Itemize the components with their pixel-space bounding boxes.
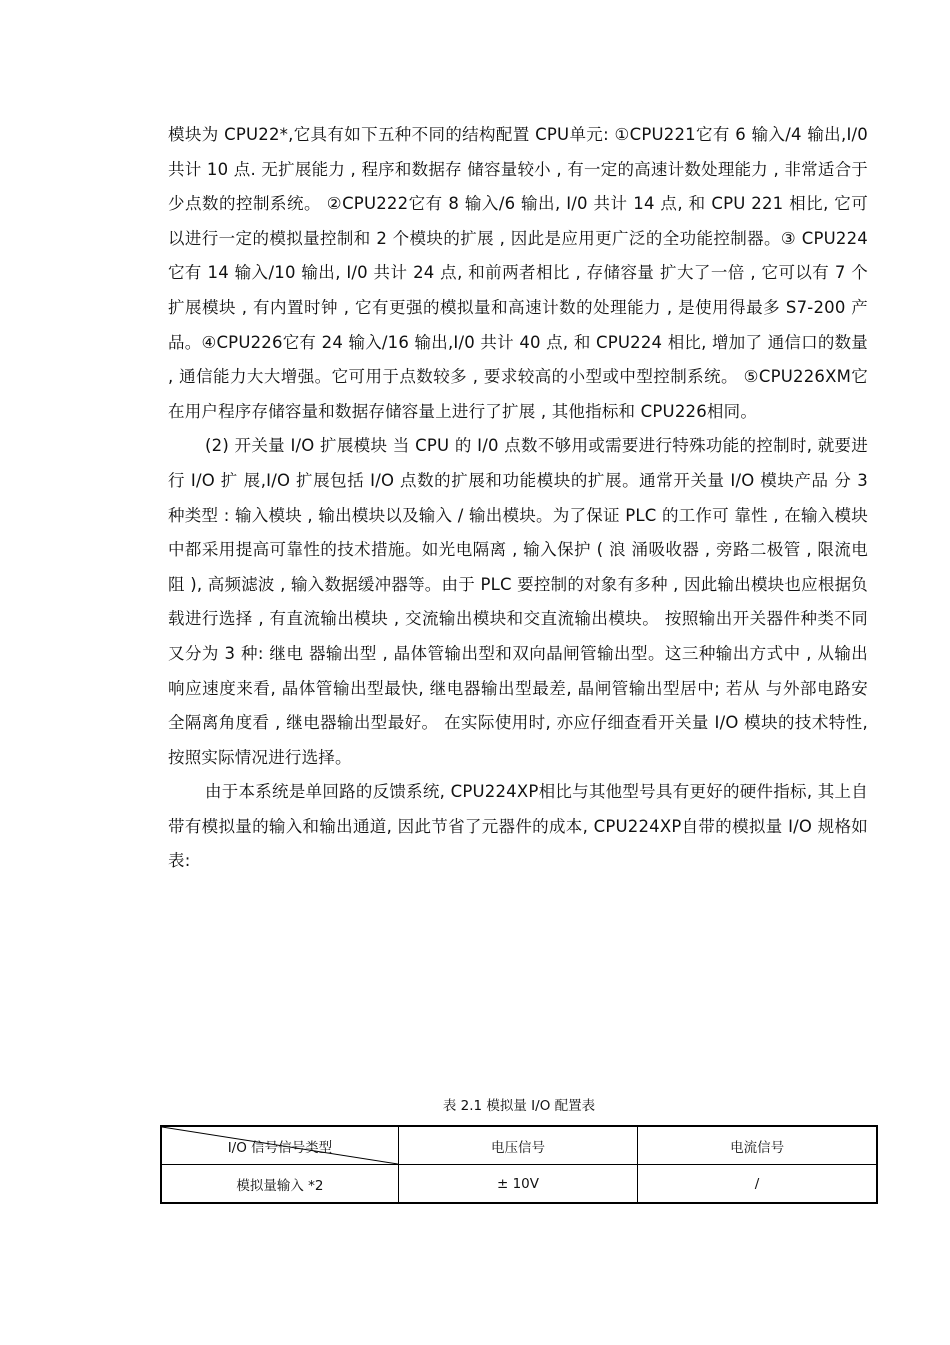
table-row — [161, 1165, 877, 1204]
body-text — [168, 118, 868, 879]
table-cell: 模拟量输入 *2 — [161, 1165, 398, 1204]
paragraph-io-modules: (2) 开关量 I/O 扩展模块 当 CPU 的 I/0 点数不够用或需要进行特殊功能的控制时, 就要进行 I/O 扩 展,I/O 扩展包括 I/O 点数的扩展和功能模块的扩展。通常开关量 I/O 模块产品 分 3 种类型 : 输入模块 , 输出模块以及输入 / 输出模块。为了保证 PLC 的工作可 靠性 , 在输入模块中都采用提高可靠性的技术措施。如光电隔离 , 输入保护 ( 浪 涌吸收器 , 旁路二极管 , 限流电阻 ), 高频滤波 , 输入数据缓冲器等。由于 PLC 要控制的对象有多种 , 因此输出模块也应根据负载进行选择 , 有直流输出模块 , 交流输出模块和交直流输出模块。 按照输出开关器件种类不同又分为 3 种: 继电 器输出型 , 晶体管输出型和双向晶闸管输出型。这三种输出方式中 , 从输出响应速度来看, 晶体管输出型最快, 继电器输出型最差, 晶闸管输出型居中; 若从 与外部电路安全隔离角度看 , 继电器输出型最好。 在实际使用时, 亦应仔细查看开关量 I/O 模块的技术特性, 按照实际情况进行选择。 — [168, 436, 868, 767]
table-cell: ± 10V — [398, 1165, 637, 1204]
analog-io-table — [160, 1125, 878, 1204]
table-cell: / — [638, 1165, 877, 1204]
paragraph-cpu-models: 模块为 CPU22*,它具有如下五种不同的结构配置 CPU单元: ①CPU221它有 6 输入/4 输出,I/0 共计 10 点. 无扩展能力 , 程序和数据存 储容量较小 , 有一定的高速计数处理能力 , 非常适合于少点数的控制系统。 ②CPU222它有 8 输入/6 输出, I/0 共计 14 点, 和 CPU 221 相比, 它可以进行一定的模拟量控制和 2 个模块的扩展 , 因此是应用更广泛的全功能控制器。③ CPU224它有 14 输入/10 输出, I/0 共计 24 点, 和前两者相比 , 存储容量 扩大了一倍 , 它可以有 7 个扩展模块 , 有内置时钟 , 它有更强的模拟量和高速计数的处理能力 , 是使用得最多 S7-200 产品。④CPU226它有 24 输入/16 输出,I/0 共计 40 点, 和 CPU224 相比, 增加了 通信口的数量 , 通信能力大大增强。它可用于点数较多 , 要求较高的小型或中型控制系统。 ⑤CPU226XM它在用户程序存储容量和数据存储容量上进行了扩展 , 其他指标和 CPU226相同。 — [168, 125, 868, 421]
table-header-cell: I/O 信号信号类型 — [227, 1139, 333, 1156]
table-header-cell: 电压信号 — [398, 1126, 637, 1165]
table-caption: 表 2.1 模拟量 I/O 配置表 — [442, 1098, 596, 1114]
table-header-cell: 电流信号 — [638, 1126, 877, 1165]
table-header-diagonal-cell — [161, 1126, 398, 1165]
paragraph-system-choice: 由于本系统是单回路的反馈系统, CPU224XP相比与其他型号具有更好的硬件指标, 其上自带有模拟量的输入和输出通道, 因此节省了元器件的成本, CPU224XP自带的模拟量 I/O 规格如表: — [168, 782, 868, 871]
table-header-row — [161, 1126, 877, 1165]
